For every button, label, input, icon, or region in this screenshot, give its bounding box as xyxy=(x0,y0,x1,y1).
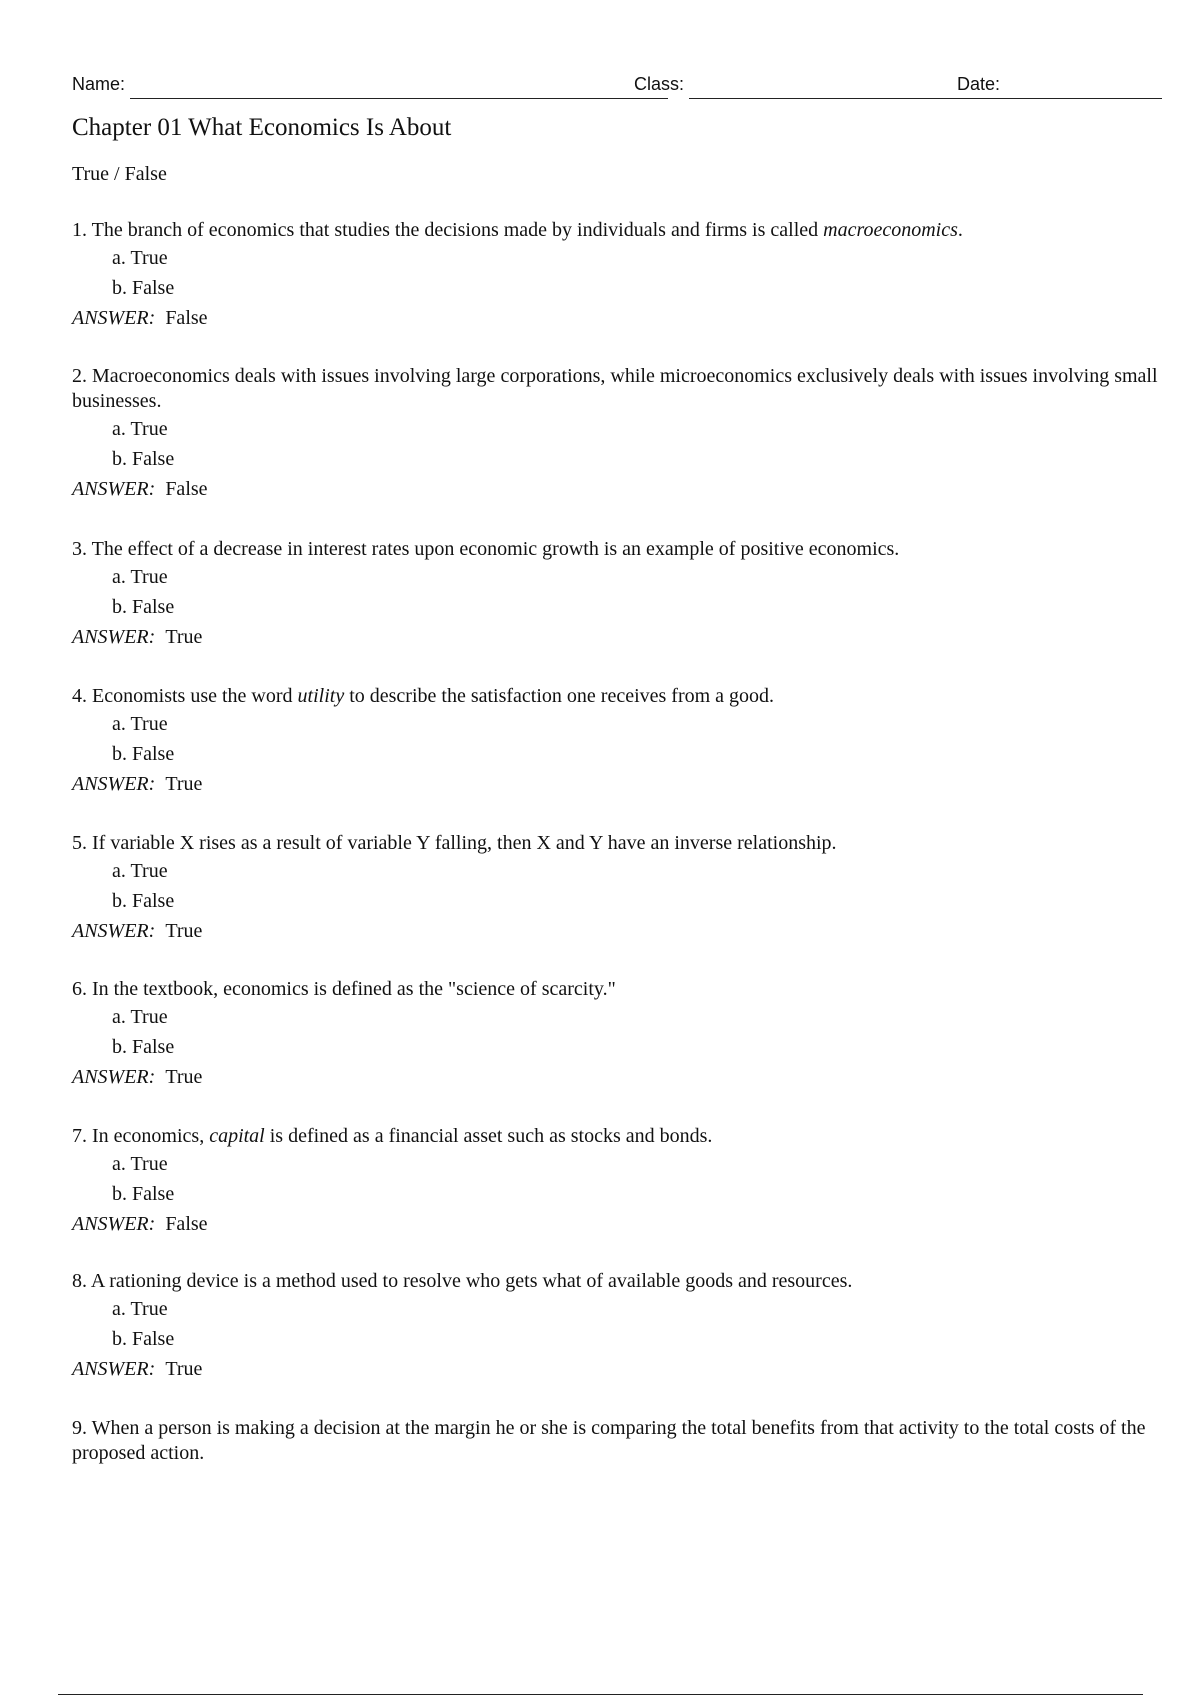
question-8 xyxy=(72,1269,1162,1384)
question-text xyxy=(72,1269,1162,1294)
question-text-part: In the textbook, economics is defined as the "science of scarcity." xyxy=(92,978,616,1000)
answer-label: ANSWER: xyxy=(72,1066,156,1088)
question-number: 3. xyxy=(72,538,87,560)
answer-label: ANSWER: xyxy=(72,1213,156,1235)
option-b: b. False xyxy=(112,1183,175,1205)
answer-value: False xyxy=(165,478,208,500)
answer-label: ANSWER: xyxy=(72,307,156,329)
question-number: 9. xyxy=(72,1417,87,1439)
option-a: a. True xyxy=(112,860,168,882)
option-b: b. False xyxy=(112,1328,175,1350)
question-text-part: Macroeconomics deals with issues involving large corporations, while microeconomics exclusively deals with issues involving small businesses. xyxy=(72,365,1158,412)
question-text xyxy=(72,1124,1162,1149)
question-text-part: The branch of economics that studies the decisions made by individuals and firms is called xyxy=(91,219,824,241)
question-text-part: is defined as a financial asset such as stocks and bonds. xyxy=(264,1125,713,1147)
question-7 xyxy=(72,1124,1162,1239)
option-a: a. True xyxy=(112,418,168,440)
question-text xyxy=(72,684,1162,709)
answer-line xyxy=(72,1354,1162,1384)
question-text-part: . xyxy=(957,219,963,241)
question-number: 7. xyxy=(72,1125,87,1147)
question-text xyxy=(72,831,1162,856)
answer-line xyxy=(72,1062,1162,1092)
option-a: a. True xyxy=(112,247,168,269)
answer-value: True xyxy=(165,773,203,795)
answer-value: True xyxy=(165,626,203,648)
question-number: 2. xyxy=(72,365,87,387)
question-number: 8. xyxy=(72,1270,87,1292)
answer-value: True xyxy=(165,920,203,942)
option-a: a. True xyxy=(112,1298,168,1320)
option-a: a. True xyxy=(112,1006,168,1028)
emphasized-term: macroeconomics xyxy=(823,219,958,241)
answer-label: ANSWER: xyxy=(72,478,156,500)
question-6 xyxy=(72,977,1162,1092)
answer-line xyxy=(72,916,1162,946)
answer-label: ANSWER: xyxy=(72,920,156,942)
question-number: 4. xyxy=(72,685,87,707)
question-text xyxy=(72,364,1162,414)
emphasized-term: utility xyxy=(297,685,345,707)
option-b: b. False xyxy=(112,743,175,765)
question-text xyxy=(72,977,1162,1002)
answer-value: True xyxy=(165,1066,203,1088)
question-text-part: Economists use the word xyxy=(92,685,298,707)
footer-rule xyxy=(58,1694,1143,1695)
question-2 xyxy=(72,364,1162,504)
section-heading: True / False xyxy=(72,163,167,185)
answer-line xyxy=(72,1209,1162,1239)
option-a: a. True xyxy=(112,1153,168,1175)
answer-label: ANSWER: xyxy=(72,1358,156,1380)
question-text xyxy=(72,537,1162,562)
option-b: b. False xyxy=(112,448,175,470)
option-a: a. True xyxy=(112,566,168,588)
name-blank-line xyxy=(130,98,668,99)
question-text-part: The effect of a decrease in interest rates upon economic growth is an example of positive economics. xyxy=(91,538,900,560)
question-text-part: A rationing device is a method used to resolve who gets what of available goods and resources. xyxy=(90,1270,853,1292)
name-label: Name: xyxy=(72,74,126,94)
answer-line xyxy=(72,303,1162,333)
option-a: a. True xyxy=(112,713,168,735)
chapter-title: Chapter 01 What Economics Is About xyxy=(72,114,452,141)
question-text-part: If variable X rises as a result of variable Y falling, then X and Y have an inverse relationship. xyxy=(92,832,837,854)
answer-line xyxy=(72,474,1162,504)
student-info-header xyxy=(72,70,1162,100)
option-b: b. False xyxy=(112,1036,175,1058)
answer-value: True xyxy=(165,1358,203,1380)
option-b: b. False xyxy=(112,596,175,618)
question-5 xyxy=(72,831,1162,946)
answer-label: ANSWER: xyxy=(72,626,156,648)
question-number: 5. xyxy=(72,832,87,854)
answer-value: False xyxy=(165,307,208,329)
option-b: b. False xyxy=(112,890,175,912)
question-1 xyxy=(72,218,1162,333)
date-label: Date: xyxy=(957,74,1001,94)
answer-line xyxy=(72,769,1162,799)
question-text-part: to describe the satisfaction one receives from a good. xyxy=(344,685,775,707)
answer-value: False xyxy=(165,1213,208,1235)
question-text xyxy=(72,1416,1162,1466)
question-number: 1. xyxy=(72,219,87,241)
question-9 xyxy=(72,1416,1162,1466)
answer-line xyxy=(72,622,1162,652)
emphasized-term: capital xyxy=(209,1125,265,1147)
question-text-part: In economics, xyxy=(92,1125,210,1147)
question-text-part: When a person is making a decision at the margin he or she is comparing the total benefits from that activity to the total costs of the proposed action. xyxy=(72,1417,1146,1464)
date-blank-line xyxy=(1004,98,1162,99)
question-number: 6. xyxy=(72,978,87,1000)
class-blank-line xyxy=(689,98,1024,99)
option-b: b. False xyxy=(112,277,175,299)
question-text xyxy=(72,218,1162,243)
question-3 xyxy=(72,537,1162,652)
question-4 xyxy=(72,684,1162,799)
answer-label: ANSWER: xyxy=(72,773,156,795)
class-label: Class: xyxy=(634,74,685,94)
